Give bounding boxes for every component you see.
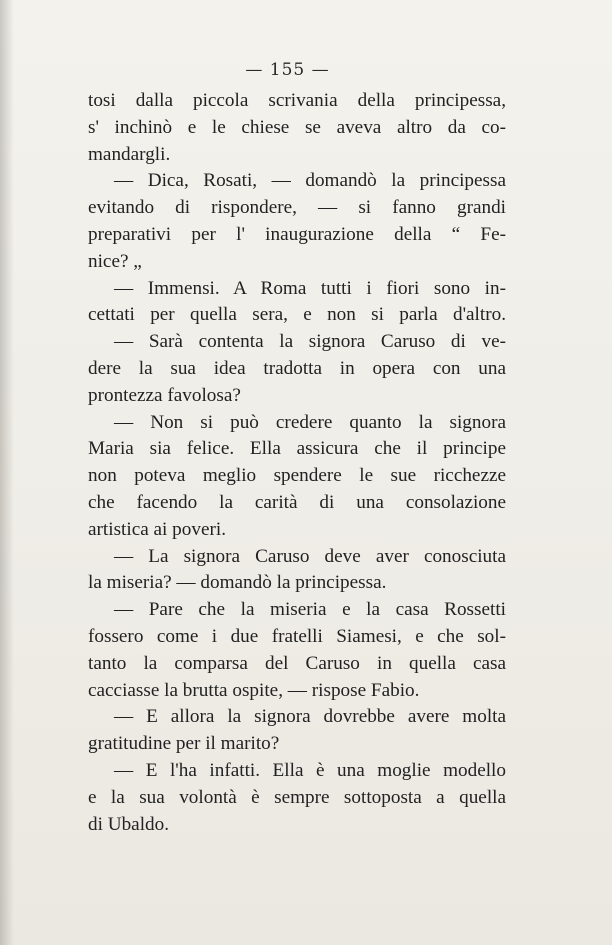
text-line: — Sarà contenta la signora Caruso di ve- [114, 331, 506, 353]
text-line: artistica ai poveri. [88, 518, 226, 540]
text-line: cacciasse la brutta ospite, — rispose Fabio. [88, 679, 420, 701]
text-line: e la sua volontà è sempre sottoposta a quella [88, 786, 506, 808]
text-line: prontezza favolosa? [88, 384, 241, 406]
text-line: — La signora Caruso deve aver conosciuta [114, 545, 506, 567]
body-text [88, 88, 506, 838]
text-line: Maria sia felice. Ella assicura che il principe [88, 438, 506, 460]
text-line: tosi dalla piccola scrivania della principessa, [88, 90, 506, 111]
text-line: — E allora la signora dovrebbe avere molta [114, 706, 506, 728]
text-line: non poteva meglio spendere le sue ricchezze [88, 465, 506, 487]
text-line: evitando di rispondere, — si fanno grandi [88, 197, 506, 219]
text-line: dere la sua idea tradotta in opera con una [88, 357, 506, 379]
text-line: tanto la comparsa del Caruso in quella casa [88, 652, 506, 674]
text-line: fossero come i due fratelli Siamesi, e che sol- [88, 625, 506, 647]
text-line: — Immensi. A Roma tutti i fiori sono in- [114, 277, 506, 299]
text-line: cettati per quella sera, e non si parla d'altro. [88, 304, 506, 326]
text-line: mandargli. [88, 143, 171, 165]
page-number: — 155 — [245, 60, 330, 80]
text-line: — Non si può credere quanto la signora [114, 411, 506, 433]
text-line: nice? „ [88, 250, 142, 272]
text-line: s' inchinò e le chiese se aveva altro da co- [88, 116, 506, 138]
text-line: — Pare che la miseria e la casa Rossetti [114, 599, 506, 621]
text-line: gratitudine per il marito? [88, 733, 280, 755]
text-line: — Dica, Rosati, — domandò la principessa [114, 170, 506, 192]
text-line: — E l'ha infatti. Ella è una moglie modello [114, 759, 506, 781]
text-line: preparativi per l' inaugurazione della “ Fe- [88, 223, 506, 245]
text-line: di Ubaldo. [88, 813, 170, 835]
text-line: che facendo la carità di una consolazione [88, 491, 506, 513]
text-line: la miseria? — domandò la principessa. [88, 572, 387, 594]
